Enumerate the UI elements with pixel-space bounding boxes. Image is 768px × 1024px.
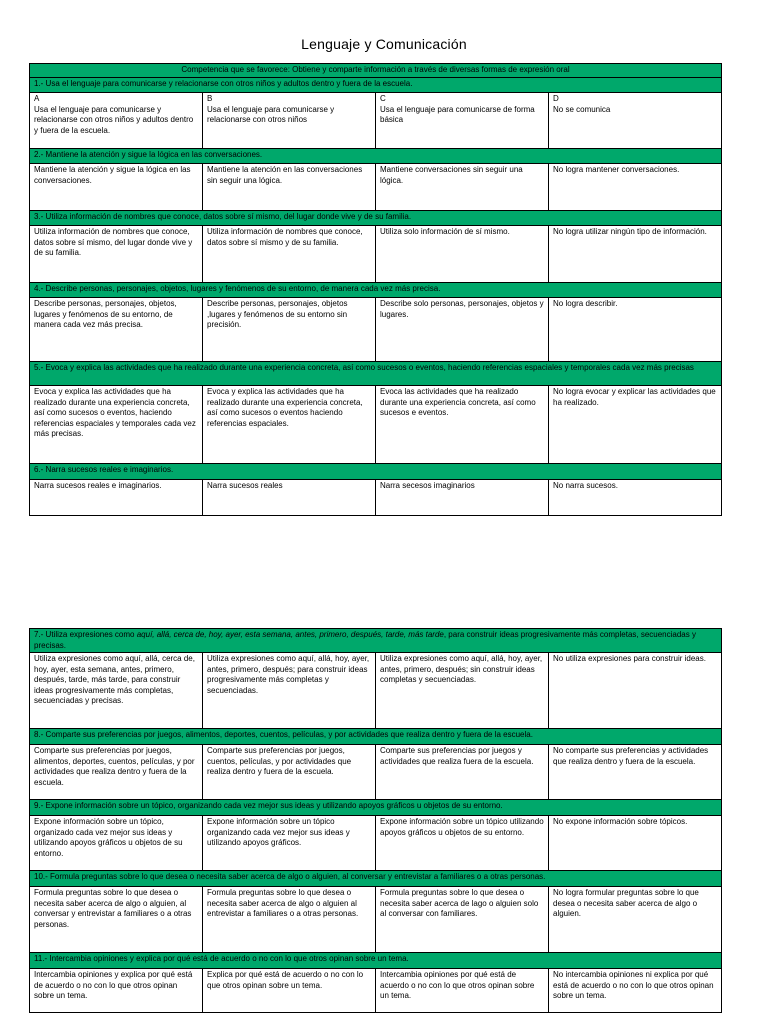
rubric-cell: Comparte sus preferencias por juegos y actividades que realiza fuera de la escuela.: [376, 745, 549, 800]
rubric-cell: Describe personas, personajes, objetos ,lugares y fenómenos de su entorno sin precisión.: [203, 298, 376, 362]
rubric-cell: Comparte sus preferencias por juegos, alimentos, deportes, cuentos, películas, y por actividades que realiza dentro y fuera de la escuela.: [30, 745, 203, 800]
rubric-cell: Evoca las actividades que ha realizado durante una experiencia concreta, así como sucesos e eventos.: [376, 386, 549, 464]
rubric-cell: No logra mantener conversaciones.: [549, 164, 722, 211]
page-title: Lenguaje y Comunicación: [301, 36, 467, 52]
rubric-cell: Intercambia opiniones por qué está de acuerdo o no con lo que otros opinan sobre un tema.: [376, 969, 549, 1013]
rubric-cell: Intercambia opiniones y explica por qué está de acuerdo o no con lo que otros opinan sobre un tema.: [30, 969, 203, 1013]
level-label-c: C: [380, 94, 386, 103]
rubric-cell: Utiliza expresiones como aquí, allá, hoy, ayer, antes, primero, después; sin construir ideas completas y secuenciadas.: [376, 653, 549, 729]
rubric-cell: No narra sucesos.: [549, 480, 722, 516]
indicator-header-1: 1.- Usa el lenguaje para comunicarse y relacionarse con otros niños y adultos dentro y fuera de la escuela.: [30, 78, 722, 93]
indicator-header-2: 2.- Mantiene la atención y sigue la lógica en las conversaciones.: [30, 149, 722, 164]
rubric-cell: Expone información sobre un tópico utilizando apoyos gráficos u objetos de su entorno.: [376, 816, 549, 871]
rubric-cell: Mantiene conversaciones sin seguir una lógica.: [376, 164, 549, 211]
indicator-header-9: 9.- Expone información sobre un tópico, organizando cada vez mejor sus ideas y utilizando apoyos gráficos u objetos de su entorno.: [30, 800, 722, 816]
cell-text: Usa el lenguaje para comunicarse y relacionarse con otros niños y adultos dentro y fuera de la escuela.: [34, 104, 194, 135]
rubric-cell: Formula preguntas sobre lo que desea o necesita saber acerca de algo o alguien, al conversar y entrevistar a familiares o a otras personas.: [30, 887, 203, 953]
indicator-header-8: 8.- Comparte sus preferencias por juegos, alimentos, deportes, cuentos, películas, y por actividades que realiza dentro y fuera de la escuela.: [30, 729, 722, 745]
rubric-cell: Formula preguntas sobre lo que desea o necesita saber acerca de algo o alguien al entrevistar a familiares o a otras personas.: [203, 887, 376, 953]
rubric-cell: Describe solo personas, personajes, objetos y lugares.: [376, 298, 549, 362]
header-text: 7.- Utiliza expresiones como: [34, 630, 137, 639]
level-label-b: B: [207, 94, 213, 103]
rubric-table-1: [29, 63, 722, 516]
indicator-header-6: 6.- Narra sucesos reales e imaginarios.: [30, 464, 722, 480]
rubric-cell: Mantiene la atención en las conversaciones sin seguir una lógica.: [203, 164, 376, 211]
rubric-cell: Utiliza expresiones como aquí, allá, cerca de, hoy, ayer, esta semana, antes, primero, después, tarde, más tarde, para construir ideas progresivamente más completas, secuenciadas y precisas.: [30, 653, 203, 729]
rubric-cell: Utiliza solo información de sí mismo.: [376, 226, 549, 283]
level-label-a: A: [34, 94, 40, 103]
indicator-header-3: 3.- Utiliza información de nombres que conoce, datos sobre sí mismo, del lugar donde vive y de su familia.: [30, 211, 722, 226]
cell-text: Usa el lenguaje para comunicarse y relacionarse con otros niños: [207, 104, 335, 124]
rubric-cell: Formula preguntas sobre lo que desea o necesita saber acerca de lago o alguien solo al conversar con familiares.: [376, 887, 549, 953]
rubric-table-2: [29, 628, 722, 1013]
rubric-cell: Narra sucesos reales e imaginarios.: [30, 480, 203, 516]
rubric-cell: No comparte sus preferencias y actividades que realiza dentro y fuera de la escuela.: [549, 745, 722, 800]
rubric-cell: [376, 93, 549, 149]
rubric-cell: No logra formular preguntas sobre lo que desea o necesita saber acerca de algo o alguien.: [549, 887, 722, 953]
cell-text: Usa el lenguaje para comunicarse de forma básica: [380, 104, 535, 124]
rubric-cell: Expone información sobre un tópico, organizado cada vez mejor sus ideas y utilizando apoyos gráficos u objetos de su entorno.: [30, 816, 203, 871]
rubric-cell: [30, 93, 203, 149]
indicator-header-10: 10.- Formula preguntas sobre lo que desea o necesita saber acerca de algo o alguien, al conversar y entrevistar a familiares o a otras personas.: [30, 871, 722, 887]
rubric-cell: Describe personas, personajes, objetos, lugares y fenómenos de su entorno, de manera cada vez más precisa.: [30, 298, 203, 362]
indicator-header-4: 4.- Describe personas, personajes, objetos, lugares y fenómenos de su entorno, de manera cada vez más precisa.: [30, 283, 722, 298]
cell-text: No se comunica: [553, 104, 611, 114]
rubric-cell: No logra describir.: [549, 298, 722, 362]
rubric-cell: Narra sucesos reales: [203, 480, 376, 516]
rubric-cell: No utiliza expresiones para construir ideas.: [549, 653, 722, 729]
rubric-cell: Expone información sobre un tópico organizando cada vez mejor sus ideas y utilizando apoyos gráficos.: [203, 816, 376, 871]
rubric-cell: No intercambia opiniones ni explica por qué está de acuerdo o no con lo que otros opinan sobre un tema.: [549, 969, 722, 1013]
rubric-cell: Utiliza información de nombres que conoce, datos sobre sí mismo y de su familia.: [203, 226, 376, 283]
indicator-header-11: 11.- Intercambia opiniones y explica por qué está de acuerdo o no con lo que otros opinan sobre un tema.: [30, 953, 722, 969]
rubric-cell: Mantiene la atención y sigue la lógica en las conversaciones.: [30, 164, 203, 211]
rubric-cell: No logra utilizar ningún tipo de información.: [549, 226, 722, 283]
rubric-cell: Utiliza información de nombres que conoce, datos sobre sí mismo, del lugar donde vive y de su familia.: [30, 226, 203, 283]
header-text-italic: aquí, allá, cerca de, hoy, ayer, esta semana, antes, primero, después, tarde, más tarde: [136, 630, 444, 639]
rubric-cell: [549, 93, 722, 149]
level-label-d: D: [553, 94, 559, 103]
rubric-cell: Explica por qué está de acuerdo o no con lo que otros opinan sobre un tema.: [203, 969, 376, 1013]
indicator-header-7: [30, 629, 722, 653]
rubric-cell: Evoca y explica las actividades que ha realizado durante una experiencia concreta, así como sucesos o eventos, haciendo referencias espaciales y temporales cada vez más precisas.: [30, 386, 203, 464]
rubric-cell: Narra secesos imaginarios: [376, 480, 549, 516]
rubric-cell: No logra evocar y explicar las actividades que ha realizado.: [549, 386, 722, 464]
rubric-cell: Comparte sus preferencias por juegos, cuentos, películas, y por actividades que realiza dentro y fuera de la escuela.: [203, 745, 376, 800]
rubric-cell: Evoca y explica las actividades que ha realizado durante una experiencia concreta, así como sucesos o eventos haciendo referencias espaciales.: [203, 386, 376, 464]
competency-header: Competencia que se favorece: Obtiene y comparte información a través de diversas formas de expresión oral: [30, 64, 722, 78]
indicator-header-5: 5.- Evoca y explica las actividades que ha realizado durante una experiencia concreta, así como sucesos o eventos, haciendo referencias espaciales y temporales cada vez más precisas: [30, 362, 722, 386]
header-text: , para construir ideas progresivamente más completas, secuenciadas y precisas.: [34, 630, 696, 650]
rubric-cell: [203, 93, 376, 149]
rubric-cell: No expone información sobre tópicos.: [549, 816, 722, 871]
rubric-cell: Utiliza expresiones como aquí, allá, hoy, ayer, antes, primero, después; para construir ideas progresivamente más completas y secuenciadas.: [203, 653, 376, 729]
